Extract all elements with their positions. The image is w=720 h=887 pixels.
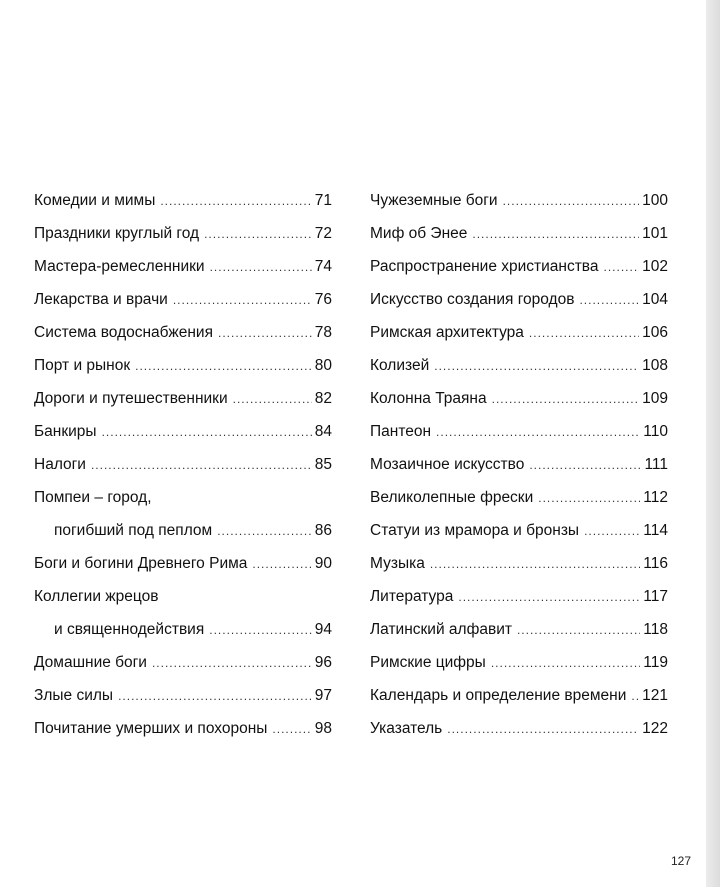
toc-entry[interactable] [370, 712, 668, 745]
toc-entry-title: Римские цифры [370, 654, 486, 671]
toc-entry-title: Мозаичное искусство [370, 456, 525, 473]
toc-entry-page-number: 111 [644, 456, 668, 473]
dot-leader [579, 284, 639, 317]
toc-entry-page-number: 71 [314, 192, 332, 209]
toc-entry[interactable] [34, 217, 332, 250]
dot-leader [135, 350, 312, 383]
dot-leader [252, 548, 311, 581]
toc-entry-title: Боги и богини Древнего Рима [34, 555, 248, 572]
toc-entry-title: Порт и рынок [34, 357, 131, 374]
toc-entry-title: Пантеон [370, 423, 432, 440]
toc-entry-page-number: 112 [643, 489, 668, 506]
toc-entry-page-number: 86 [314, 522, 332, 539]
dot-leader [217, 515, 312, 548]
toc-entry-page-number: 98 [314, 720, 332, 737]
toc-entry-title: Банкиры [34, 423, 97, 440]
toc-entry-page-number: 122 [642, 720, 668, 737]
toc-entry[interactable] [34, 679, 332, 712]
toc-entry-page-number: 74 [314, 258, 332, 275]
toc-entry-page-number: 94 [314, 621, 332, 638]
toc-entry-title: Дороги и путешественники [34, 390, 228, 407]
toc-entry[interactable] [34, 283, 332, 316]
toc-entry-title: Календарь и определение времени [370, 687, 627, 704]
toc-entry[interactable] [370, 547, 668, 580]
toc-entry-page-number: 100 [642, 192, 668, 209]
dot-leader [160, 185, 311, 218]
toc-entry[interactable] [370, 283, 668, 316]
dot-leader [204, 218, 312, 251]
toc-entry[interactable] [370, 514, 668, 547]
toc-entry-title: Праздники круглый год [34, 225, 200, 242]
toc-entry-title: Комедии и мимы [34, 192, 156, 209]
toc-entry[interactable] [370, 184, 668, 217]
dot-leader [631, 680, 639, 713]
toc-entry-title: Музыка [370, 555, 425, 572]
dot-leader [492, 383, 640, 416]
dot-leader [152, 647, 312, 680]
toc-entry-page-number: 121 [642, 687, 668, 704]
toc-entry[interactable] [370, 382, 668, 415]
toc-entry[interactable] [370, 646, 668, 679]
dot-leader [491, 647, 640, 680]
dot-leader [218, 317, 312, 350]
toc-entry-title: Миф об Энее [370, 225, 468, 242]
toc-entry-title: Домашние боги [34, 654, 147, 671]
toc-entry-page-number: 114 [643, 522, 668, 539]
toc-entry-page-number: 84 [314, 423, 332, 440]
dot-leader [173, 284, 312, 317]
toc-entry-page-number: 72 [314, 225, 332, 242]
dot-leader [517, 614, 640, 647]
toc-entry[interactable] [34, 613, 332, 646]
toc-entry[interactable] [370, 415, 668, 448]
toc-entry-page-number: 96 [314, 654, 332, 671]
toc-entry-title: Литература [370, 588, 454, 605]
toc-entry-page-number: 80 [314, 357, 332, 374]
toc-entry[interactable] [370, 349, 668, 382]
toc-entry-title: Указатель [370, 720, 443, 737]
toc-entry[interactable] [370, 481, 668, 514]
dot-leader [472, 218, 639, 251]
toc-entry-page-number: 85 [314, 456, 332, 473]
toc-entry-title: Чужеземные боги [370, 192, 498, 209]
toc-entry[interactable] [34, 349, 332, 382]
toc-entry[interactable] [370, 217, 668, 250]
toc-entry[interactable] [34, 712, 332, 745]
toc-entry[interactable] [370, 613, 668, 646]
dot-leader [503, 185, 640, 218]
toc-entry-page-number: 104 [642, 291, 668, 308]
toc-entry-page-number: 97 [314, 687, 332, 704]
dot-leader [210, 251, 312, 284]
toc-entry-page-number: 117 [643, 588, 668, 605]
toc-entry[interactable] [370, 316, 668, 349]
toc-entry[interactable] [34, 184, 332, 217]
dot-leader [604, 251, 640, 284]
toc-entry-page-number: 78 [314, 324, 332, 341]
toc-entry-page-number: 110 [643, 423, 668, 440]
toc-entry-title: Злые силы [34, 687, 114, 704]
dot-leader [458, 581, 640, 614]
toc-entry-page-number: 109 [642, 390, 668, 407]
toc-entry-title: Колонна Траяна [370, 390, 487, 407]
toc-entry[interactable] [370, 580, 668, 613]
toc-entry-page-number: 118 [643, 621, 668, 638]
dot-leader [529, 449, 641, 482]
toc-entry-title: Распространение христианства [370, 258, 599, 275]
toc-entry[interactable] [370, 679, 668, 712]
toc-right-column [370, 184, 668, 745]
toc-entry-page-number: 90 [314, 555, 332, 572]
dot-leader [430, 548, 640, 581]
toc-entry-page-number: 108 [642, 357, 668, 374]
toc-entry-title: Латинский алфавит [370, 621, 512, 638]
dot-leader [584, 515, 640, 548]
toc-entry-title-line1: Помпеи – город, [34, 489, 152, 506]
dot-leader [529, 317, 639, 350]
toc-entry-page-number: 116 [643, 555, 668, 572]
page-number: 127 [671, 854, 692, 868]
toc-entry-title: Искусство создания городов [370, 291, 575, 308]
toc-entry[interactable] [34, 316, 332, 349]
dot-leader [434, 350, 639, 383]
toc-entry[interactable] [34, 415, 332, 448]
toc-entry-title: и священнодействия [54, 621, 205, 638]
dot-leader [91, 449, 312, 482]
dot-leader [447, 713, 639, 746]
toc-entry-title: Почитание умерших и похороны [34, 720, 268, 737]
dot-leader [538, 482, 640, 515]
toc-entry-title: погибший под пеплом [54, 522, 213, 539]
dot-leader [209, 614, 312, 647]
toc-entry-page-number: 101 [642, 225, 668, 242]
toc-entry[interactable] [370, 448, 668, 481]
toc-entry[interactable] [34, 547, 332, 580]
toc-entry-title: Система водоснабжения [34, 324, 213, 341]
toc-entry-page-number: 102 [642, 258, 668, 275]
dot-leader [436, 416, 640, 449]
toc-entry-title: Великолепные фрески [370, 489, 534, 506]
toc-entry-title-line1: Коллегии жрецов [34, 588, 159, 605]
toc-entry[interactable] [34, 646, 332, 679]
dot-leader [233, 383, 312, 416]
toc-entry[interactable] [34, 448, 332, 481]
dot-leader [118, 680, 312, 713]
toc-entry-page-number: 119 [643, 654, 668, 671]
toc-entry-page-number: 82 [314, 390, 332, 407]
toc-entry-title: Мастера-ремесленники [34, 258, 205, 275]
page-edge-shadow [706, 0, 720, 887]
toc-entry-page-number: 76 [314, 291, 332, 308]
toc-entry[interactable] [34, 514, 332, 547]
toc-entry-title: Налоги [34, 456, 86, 473]
toc-entry[interactable] [34, 382, 332, 415]
toc-entry[interactable] [370, 250, 668, 283]
toc-entry[interactable] [34, 250, 332, 283]
dot-leader [102, 416, 312, 449]
toc-left-column [34, 184, 332, 745]
toc-entry-title: Римская архитектура [370, 324, 524, 341]
toc-entry-title: Колизей [370, 357, 430, 374]
dot-leader [272, 713, 311, 746]
toc-entry-page-number: 106 [642, 324, 668, 341]
toc-entry-title: Лекарства и врачи [34, 291, 168, 308]
toc-entry-title: Статуи из мрамора и бронзы [370, 522, 580, 539]
